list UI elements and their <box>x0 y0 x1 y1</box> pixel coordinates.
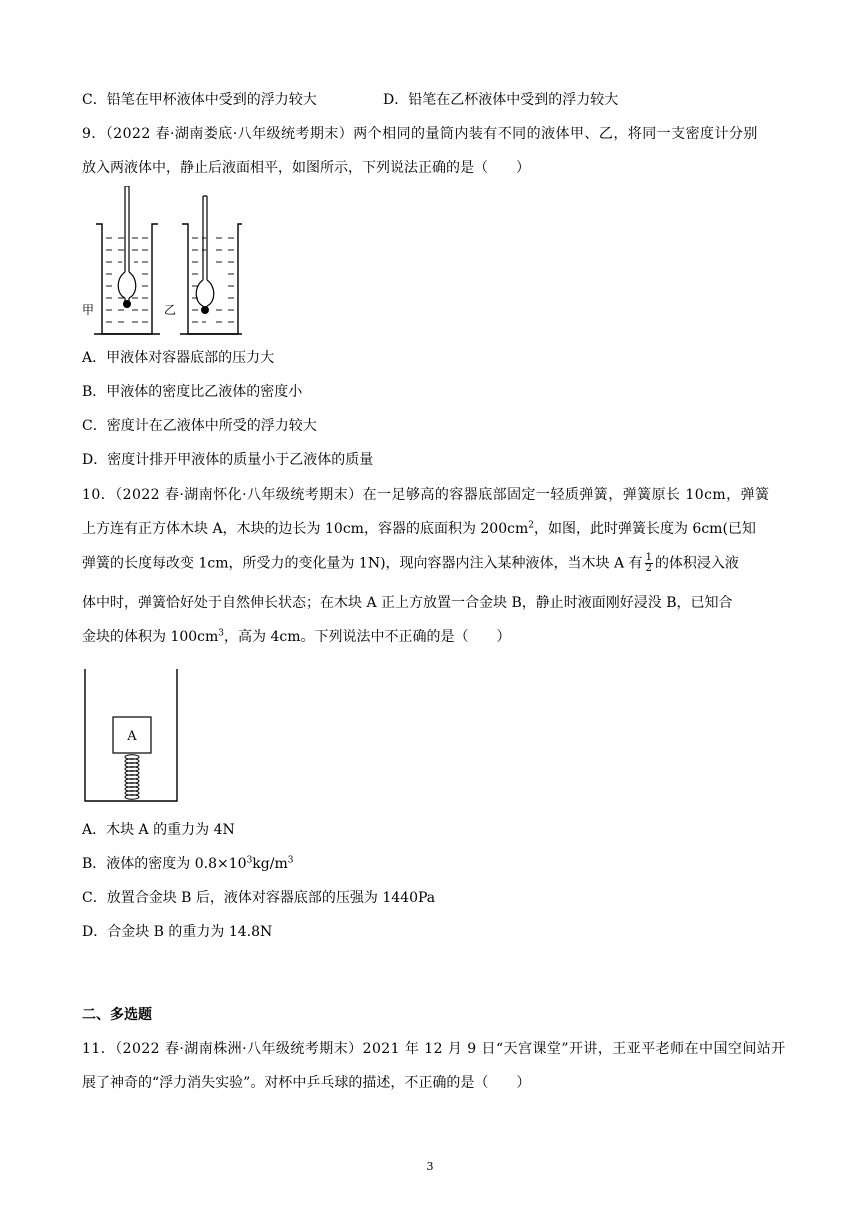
q10-option-d: D．合金块 B 的重力为 14.8N <box>82 924 273 940</box>
q10-line2-text-b: ，如图，此时弹簧长度为 6cm(已知 <box>533 521 756 537</box>
q8-option-c: C．铅笔在甲杯液体中受到的浮力较大 <box>82 92 317 108</box>
q10-line5-text-b: ，高为 4cm。下列说法中不正确的是（ ） <box>224 629 511 645</box>
page-number: 3 <box>426 1160 434 1173</box>
q10-stem-line5 <box>82 627 511 647</box>
q10-optb-text-a: B．液体的密度为 0.8×10 <box>82 856 247 872</box>
q9-stem-line1: 9．（2022 春·湖南娄底·八年级统考期末）两个相同的量筒内装有不同的液体甲、乙，将同一支密度计分别 <box>82 126 758 142</box>
q10-line2-text-a: 上方连有正方体木块 A，木块的边长为 10cm，容器的底面积为 200cm <box>82 521 529 537</box>
q10-optb-text-b: kg/m <box>252 856 288 872</box>
q10-line3-text-b: 的体积浸入液 <box>654 555 739 572</box>
block-a-label: A <box>127 729 137 744</box>
q9-hydrometer-figure <box>82 186 242 336</box>
figure-label-jia: 甲 <box>82 303 95 317</box>
q9-option-c: C．密度计在乙液体中所受的浮力较大 <box>82 418 317 434</box>
hydrometer-yi <box>196 196 214 308</box>
q10-optb-sup1: 3 <box>246 855 253 866</box>
q10-optb-sup2: 3 <box>287 855 294 866</box>
q10-stem-line1: 10．（2022 春·湖南怀化·八年级统考期末）在一足够高的容器底部固定一轻质弹簧，弹簧原长 10cm，弹簧 <box>82 487 770 503</box>
fraction-one-half: $\frac{1}{2}$ <box>645 552 652 574</box>
q10-line5-text-a: 金块的体积为 100cm <box>82 629 219 645</box>
spring <box>125 755 139 799</box>
q10-stem-line3 <box>82 553 739 574</box>
q10-stem-line4: 体中时，弹簧恰好处于自然伸长状态；在木块 A 正上方放置一合金块 B，静止时液面刚好浸没 B，已知合 <box>82 595 733 611</box>
q10-option-c: C．放置合金块 B 后，液体对容器底部的压强为 1440Pa <box>82 890 436 906</box>
q10-stem-line2 <box>82 519 756 539</box>
cylinder-jia <box>94 224 160 334</box>
q10-line5-sup: 3 <box>218 628 225 639</box>
q11-stem-line2: 展了神奇的“浮力消失实验”。对杯中乒乓球的描述，不正确的是（ ） <box>82 1075 531 1091</box>
q9-option-b: B．甲液体的密度比乙液体的密度小 <box>82 384 303 400</box>
q10-option-a: A．木块 A 的重力为 4N <box>82 822 235 838</box>
section-heading-multiple-choice: 二、多选题 <box>82 1007 152 1023</box>
hydrometer-jia <box>118 186 136 302</box>
q10-spring-container-figure <box>82 667 182 807</box>
q10-line2-sup: 2 <box>528 520 534 531</box>
q10-option-b <box>82 854 293 874</box>
q10-line3-text-a: 弹簧的长度每改变 1cm，所受力的变化量为 1N)，现向容器内注入某种液体，当木块 A 有 <box>82 555 643 572</box>
cylinder-yi <box>180 224 242 334</box>
q9-option-d: D．密度计排开甲液体的质量小于乙液体的质量 <box>82 452 374 468</box>
q9-stem-line2: 放入两液体中，静止后液面相平，如图所示，下列说法正确的是（ ） <box>82 160 530 176</box>
q9-option-a: A．甲液体对容器底部的压力大 <box>82 350 275 366</box>
q11-stem-line1: 11．（2022 春·湖南株洲·八年级统考期末）2021 年 12 月 9 日“天宫课堂”开讲，王亚平老师在中国空间站开 <box>82 1041 786 1057</box>
figure-label-yi: 乙 <box>164 303 177 317</box>
q8-option-d: D．铅笔在乙杯液体中受到的浮力较大 <box>383 92 619 108</box>
